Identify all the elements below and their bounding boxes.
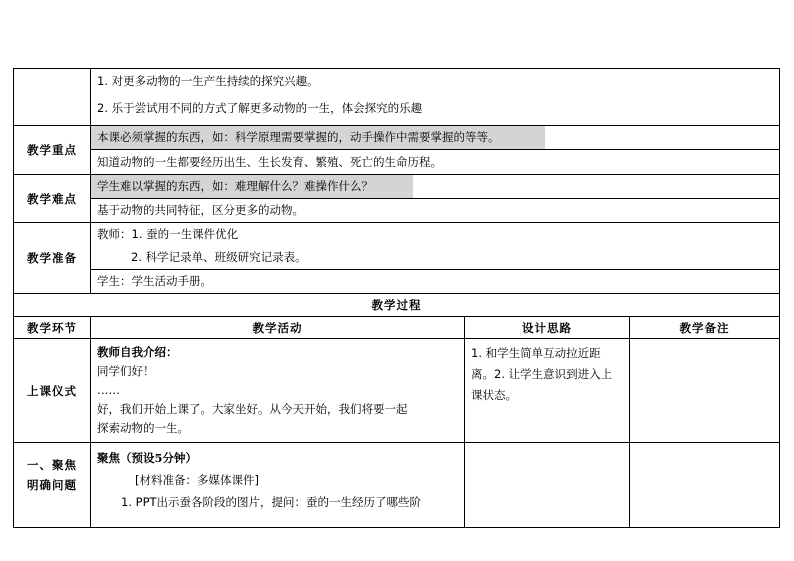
goals-label-cell: [14, 69, 91, 126]
focus-stage-line-2: 明确问题: [27, 478, 77, 492]
focus-row: [14, 443, 780, 528]
intro-activity-line-3: ……: [97, 383, 120, 397]
header-activity: 教学活动: [91, 317, 465, 339]
focus-question: 1. PPT出示蚕各阶段的图片，提问：蚕的一生经历了哪些阶: [121, 495, 422, 509]
lesson-plan-table: [13, 68, 780, 528]
intro-row: [14, 339, 780, 443]
preparation-student: 学生：学生活动手册。: [91, 269, 779, 293]
focus-notes-cell: [630, 443, 780, 528]
difficulties-text: 基于动物的共同特征，区分更多的动物。: [91, 198, 779, 222]
difficulties-row: [14, 175, 780, 223]
intro-activity-line-5: 探索动物的一生。: [97, 421, 189, 435]
header-stage: 教学环节: [14, 317, 91, 339]
header-design: 设计思路: [465, 317, 630, 339]
preparation-teacher-1: 教师：1. 蚕的一生课件优化: [97, 227, 239, 241]
focus-heading: 聚焦（预设5分钟）: [97, 451, 198, 465]
intro-activity-cell: [91, 339, 465, 443]
focus-design-cell: [465, 443, 630, 528]
preparation-teacher-2: 2. 科学记录单、班级研究记录表。: [131, 250, 307, 264]
focus-material: [材料准备：多媒体课件]: [135, 473, 259, 487]
process-title-row: [14, 294, 780, 317]
intro-notes-cell: [630, 339, 780, 443]
goals-row: [14, 69, 780, 126]
process-title: 教学过程: [14, 294, 780, 317]
key-points-label: 教学重点: [14, 126, 91, 175]
intro-activity-line-1: 教师自我介绍：: [97, 345, 178, 359]
key-points-hint: 本课必须掌握的东西，如：科学原理需要掌握的，动手操作中需要掌握的等等。: [91, 126, 545, 149]
focus-stage-line-1: 一、聚焦: [27, 458, 77, 472]
preparation-label: 教学准备: [14, 223, 91, 294]
preparation-content-cell: [91, 223, 780, 294]
intro-design-cell: 1. 和学生简单互动拉近距离。2. 让学生意识到进入上课状态。: [465, 339, 630, 443]
difficulties-hint: 学生难以掌握的东西，如：难理解什么？难操作什么？: [91, 175, 413, 198]
difficulties-label: 教学难点: [14, 175, 91, 223]
intro-stage: 上课仪式: [14, 339, 91, 443]
goal-line-2: 2. 乐于尝试用不同的方式了解更多动物的一生，体会探究的乐趣: [97, 101, 423, 115]
focus-stage-cell: [14, 443, 91, 528]
preparation-row: [14, 223, 780, 294]
intro-activity-line-2: 同学们好！: [97, 364, 155, 378]
difficulties-content-cell: [91, 175, 780, 223]
key-points-content-cell: [91, 126, 780, 175]
process-header-row: [14, 317, 780, 339]
goals-content-cell: [91, 69, 780, 126]
key-points-text: 知道动物的一生都要经历出生、生长发育、繁殖、死亡的生命历程。: [91, 149, 779, 174]
focus-activity-cell: [91, 443, 465, 528]
goal-line-1: 1. 对更多动物的一生产生持续的探究兴趣。: [97, 74, 319, 88]
key-points-row: [14, 126, 780, 175]
intro-activity-line-4: 好，我们开始上课了。大家坐好。从今天开始，我们将要一起: [97, 402, 408, 416]
header-notes: 教学备注: [630, 317, 780, 339]
